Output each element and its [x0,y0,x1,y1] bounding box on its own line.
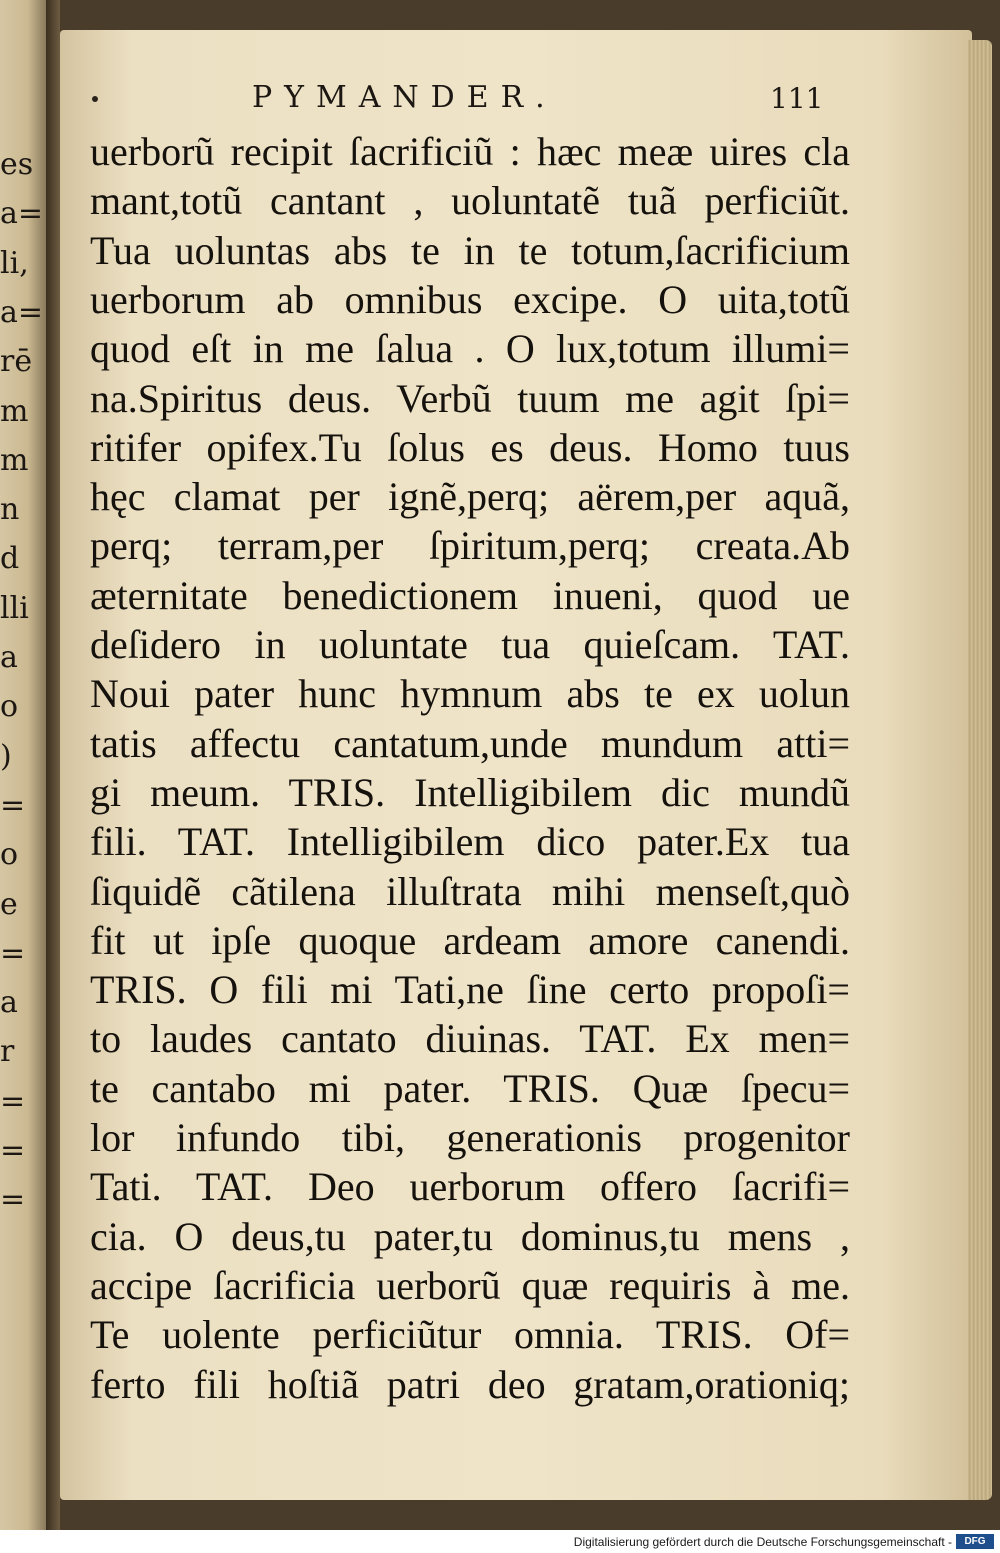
footer [0,1530,1000,1553]
facing-page-fragment: a= [0,196,44,232]
facing-page-fragment: = [0,1182,26,1218]
text-line: gi meum. TRIS. Intelligibilem dic mundũ [90,769,850,815]
facing-page-fragment: lli [0,590,29,626]
text-line: ſiquidẽ cãtilena illuſtrata mihi menseſt,quò [90,868,850,914]
body-text [90,126,850,1426]
ornament-dot [92,96,98,102]
text-line: uerborũ recipit ſacrificiũ : hæc meæ uires cla [90,129,850,174]
page-stack-edge [968,40,992,1500]
text-line: Tati. TAT. Deo uerborum offero ſacrifi= [90,1164,850,1210]
book-gutter [46,0,60,1530]
facing-page-fragment: es [0,147,34,182]
text-line: te cantabo mi pater. TRIS. Quæ ſpecu= [90,1065,850,1111]
text-line: Noui pater hunc hymnum abs te ex uolun [90,671,850,717]
facing-page-fragment: = [0,1083,26,1119]
text-line: accipe ſacrificia uerborũ quæ requiris à me. [90,1262,850,1308]
facing-page-fragment: r [0,1034,15,1070]
facing-page-fragment: = [0,1133,26,1168]
text-line: to laudes cantato diuinas. TAT. Ex men= [90,1016,850,1062]
facing-page-fragment: n [0,492,20,528]
funding-credit: Digitalisierung gefördert durch die Deutsche Forschungsgemeinschaft - [573,1535,952,1549]
running-title: PYMANDER. [252,80,557,115]
dfg-logo: DFG [956,1534,994,1549]
text-line: Te uolente perficiũtur omnia. TRIS. Of= [90,1312,850,1358]
text-line: perq; terram,per ſpiritum,perq; creata.Ab [90,523,850,569]
facing-page-fragment: a= [0,294,44,330]
facing-page-fragment: o [0,837,19,873]
text-line: cia. O deus,tu pater,tu dominus,tu mens , [90,1213,850,1259]
facing-page-fragment: li, [0,245,29,281]
text-line: TRIS. O fili mi Tati,ne ſine certo propoſi= [90,967,850,1013]
text-line: æternitate benedictionem inueni, quod ue [90,572,850,618]
facing-page-fragment: a [0,985,18,1021]
facing-page-edge [0,0,46,1530]
facing-page-fragment: m [0,393,29,429]
text-line: fili. TAT. Intelligibilem dico pater.Ex tua [90,819,850,865]
text-line: quod eſt in me ſalua . O lux,totum illumi= [90,326,850,372]
facing-page-fragment: rē [0,344,33,380]
text-line: fit ut ipſe quoque ardeam amore canendi. [90,917,850,963]
text-line: tatis affectu cantatum,unde mundum atti= [90,720,850,766]
text-line: uerborum ab omnibus excipe. O uita,totũ [90,276,850,322]
text-line: mant,totũ cantant , uoluntatẽ tuã perficiũt. [90,178,850,224]
text-line: ritifer opifex.Tu ſolus es deus. Homo tuus [90,424,850,470]
facing-page-fragment: m [0,442,29,478]
facing-page-fragment: ) [0,738,12,774]
text-line: ferto fili hoſtiã patri deo gratam,orationiq; [90,1361,850,1407]
text-line: lor infundo tibi, generationis progenitor [90,1115,850,1160]
text-line: na.Spiritus deus. Verbũ tuum me agit ſpi= [90,375,850,421]
text-line: Tua uoluntas abs te in te totum,ſacrificium [90,227,850,273]
facing-page-fragment: = [0,787,26,823]
facing-page-fragment: = [0,935,26,971]
text-line: hęc clamat per ignẽ,perq; aërem,per aquã, [90,474,850,520]
facing-page-fragment: o [0,689,19,725]
facing-page-fragment: e [0,886,18,922]
folio-number: 111 [770,82,824,115]
facing-page-fragment: a [0,640,18,675]
facing-page-fragment: d [0,541,20,577]
page-header [92,80,832,120]
text-line: deſidero in uoluntate tua quieſcam. TAT. [90,622,850,667]
